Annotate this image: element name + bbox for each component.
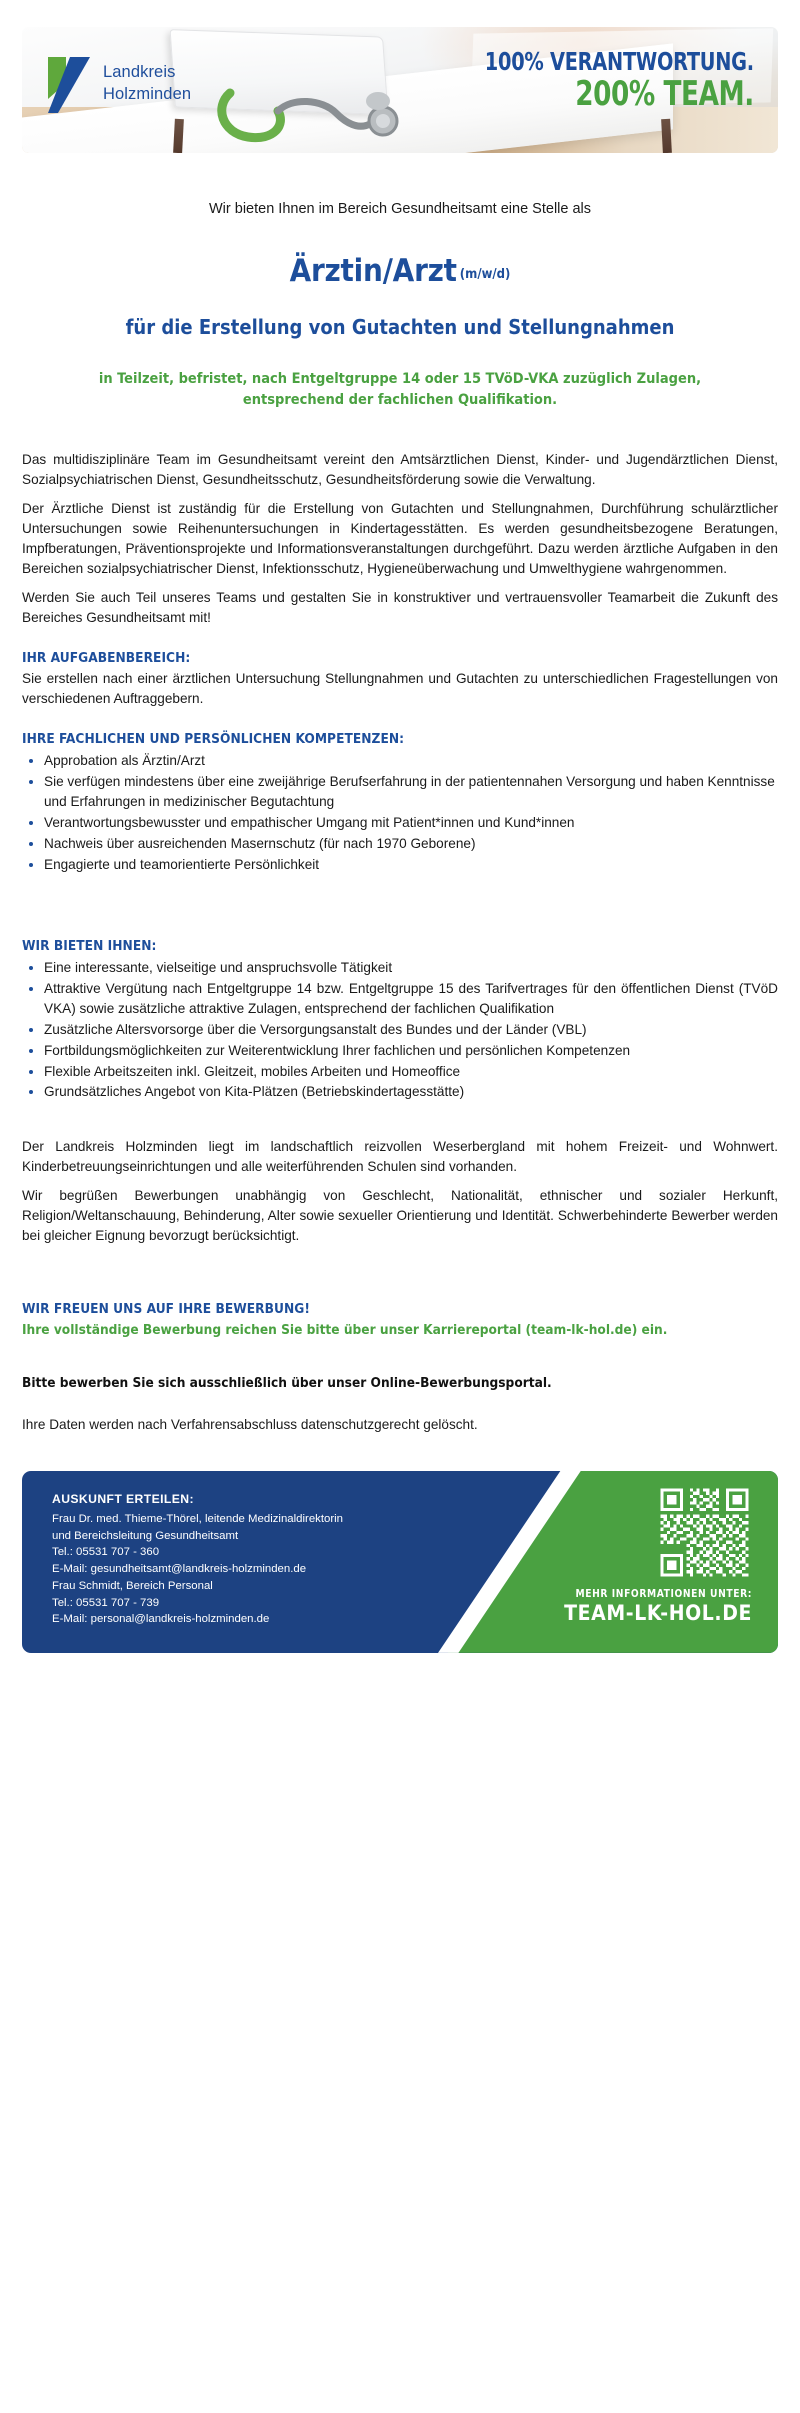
list-item: Eine interessante, vielseitige und anspruchsvolle Tätigkeit — [22, 958, 778, 978]
job-terms-line-1: in Teilzeit, befristet, nach Entgeltgruppe 14 oder 15 TVöD-VKA zuzüglich Zulagen, — [98, 371, 702, 387]
hero-desk-leg-right — [661, 119, 672, 153]
contact-phone-1: Tel.: 05531 707 - 360 — [52, 1546, 160, 1559]
page-title — [22, 253, 778, 289]
landkreis-logo-text — [103, 62, 191, 106]
landkreis-logo — [46, 53, 191, 115]
job-terms-line-2: entsprechend der fachlichen Qualifikation. — [242, 391, 558, 408]
spacer-before-benefits — [22, 876, 778, 920]
tasks-heading: IHR AUFGABENBEREICH: — [22, 649, 191, 666]
hero-banner-container — [0, 0, 800, 153]
hero-desk-leg-left — [173, 119, 184, 153]
tasks-text: Sie erstellen nach einer ärztlichen Untersuchung Stellungnahmen und Gutachten zu unterschiedlichen Fragestellungen von verschiedenen Auftraggebern. — [22, 670, 778, 706]
portal-note: Bitte bewerben Sie sich ausschließlich über unser Online-Bewerbungsportal. — [22, 1374, 552, 1391]
spacer-before-cta — [22, 1255, 778, 1279]
list-item: Engagierte und teamorientierte Persönlichkeit — [22, 855, 778, 875]
benefits-heading: WIR BIETEN IHNEN: — [22, 937, 157, 954]
intro-paragraph-2: Der Ärztliche Dienst ist zuständig für die Erstellung von Gutachten und Stellungnahmen, Durchführung schulärztlicher Untersuchungen sowie Reihenuntersuchungen in Kindertagesstätten. Es werden gesundheitsbezogene Beratungen, Impfberatungen, Präventionsprojekte und Informationsveranstaltungen durchgeführt. Dazu werden ärztliche Aufgaben in den Bereichen sozialpsychiatrischer Dienst, Infektionsschutz, Hygieneüberwachung und Umwelthygiene wahrgenommen. — [22, 501, 778, 576]
list-item: Grundsätzliches Angebot von Kita-Plätzen (Betriebskindertagesstätte) — [22, 1082, 778, 1102]
stethoscope-icon — [212, 85, 472, 153]
list-item: Flexible Arbeitszeiten inkl. Gleitzeit, mobiles Arbeiten und Homeoffice — [22, 1062, 778, 1082]
more-info-label: MEHR INFORMATIONEN UNTER: — [575, 1588, 752, 1600]
qr-code-icon[interactable] — [657, 1485, 752, 1580]
footer-container — [0, 1471, 800, 1675]
competencies-list — [22, 751, 778, 875]
hero-banner — [22, 27, 778, 153]
hero-claim-line-1: 100% VERANTWORTUNG. — [484, 47, 754, 76]
contact-phone-2: Tel.: 05531 707 - 739 — [52, 1596, 160, 1609]
contact-line: und Bereichsleitung Gesundheitsamt — [52, 1529, 239, 1542]
team-url[interactable]: TEAM-LK-HOL.DE — [564, 1600, 752, 1625]
contact-line: Frau Dr. med. Thieme-Thörel, leitende Medizinaldirektorin — [52, 1512, 344, 1525]
contact-heading: AUSKUNFT ERTEILEN: — [52, 1491, 194, 1506]
benefits-list — [22, 958, 778, 1103]
data-protection-note: Ihre Daten werden nach Verfahrensabschluss datenschutzgerecht gelöscht. — [22, 1416, 478, 1432]
list-item: Approbation als Ärztin/Arzt — [22, 751, 778, 771]
competencies-heading: IHRE FACHLICHEN UND PERSÖNLICHEN KOMPETENZEN: — [22, 730, 405, 747]
hero-claim — [441, 47, 754, 114]
spacer-before-portal-note — [22, 1341, 778, 1375]
contact-block — [52, 1491, 343, 1628]
list-item: Sie verfügen mindestens über eine zweijährige Berufserfahrung in der patientennahen Versorgung und haben Kenntnisse und Erfahrungen in medizinischer Begutachtung — [22, 772, 778, 812]
job-title-text: Ärztin/Arzt — [289, 253, 457, 289]
spacer-before-data-note — [22, 1391, 778, 1415]
intro-paragraph-1: Das multidisziplinäre Team im Gesundheitsamt vereint den Amtsärztlichen Dienst, Kinder- und Jugendärztlichen Dienst, Sozialpsychiatrischen Dienst, Gesundheitsschutz, Gesundheitsförderung sowie die Verwaltung. — [22, 452, 778, 488]
contact-email-2[interactable]: E-Mail: personal@landkreis-holzminden.de — [52, 1613, 270, 1626]
cta-heading: WIR FREUEN UNS AUF IHRE BEWERBUNG! — [22, 1301, 310, 1318]
logo-line-1: Landkreis — [103, 63, 176, 82]
intro-paragraph-3: Werden Sie auch Teil unseres Teams und gestalten Sie in konstruktiver und vertrauensvoller Teamarbeit die Zukunft des Bereiches Gesundheitsamt mit! — [22, 589, 778, 625]
logo-line-2: Holzminden — [103, 85, 192, 103]
contact-line: Frau Schmidt, Bereich Personal — [52, 1579, 213, 1592]
list-item: Nachweis über ausreichenden Masernschutz (für nach 1970 Geborene) — [22, 834, 778, 854]
intro-line: Wir bieten Ihnen im Bereich Gesundheitsamt eine Stelle als — [208, 201, 592, 217]
main-content — [0, 201, 800, 1435]
list-item: Verantwortungsbewusster und empathischer Umgang mit Patient*innen und Kund*innen — [22, 813, 778, 833]
list-item: Attraktive Vergütung nach Entgeltgruppe 14 bzw. Entgeltgruppe 15 des Tarifvertrages für den öffentlichen Dienst (TVöD VKA) sowie zusätzliche attraktive Zulagen, entsprechend der fachlichen Qualifikation — [22, 979, 778, 1019]
list-item: Fortbildungsmöglichkeiten zur Weiterentwicklung Ihrer fachlichen und persönlichen Kompetenzen — [22, 1041, 778, 1061]
cta-portal-text: Ihre vollständige Bewerbung reichen Sie bitte über unser Karriereportal (team-lk-hol.de) ein. — [22, 1322, 668, 1339]
hero-claim-line-2: 200% TEAM. — [575, 73, 754, 114]
job-subtitle: für die Erstellung von Gutachten und Stellungnahmen — [125, 315, 675, 339]
footer-banner — [22, 1471, 778, 1653]
job-terms — [64, 369, 737, 410]
contact-email-1[interactable]: E-Mail: gesundheitsamt@landkreis-holzminden.de — [52, 1563, 307, 1576]
landkreis-logo-mark-icon — [46, 53, 92, 115]
job-title-gender-suffix: (m/w/d) — [459, 267, 511, 282]
closing-diversity-paragraph: Wir begrüßen Bewerbungen unabhängig von Geschlecht, Nationalität, ethnischer und sozialer Herkunft, Religion/Weltanschauung, Behinderung, Alter sowie sexueller Orientierung und Identität. Schwerbehinderte Bewerber werden bei gleicher Eignung bevorzugt berücksichtigt. — [22, 1188, 778, 1244]
qr-block — [552, 1485, 752, 1625]
closing-region-paragraph: Der Landkreis Holzminden liegt im landschaftlich reizvollen Weserbergland mit hohem Freizeit- und Wohnwert. Kinderbetreuungseinrichtungen und alle weiterführenden Schulen sind vorhanden. — [22, 1139, 778, 1175]
spacer-before-closing — [22, 1103, 778, 1137]
list-item: Zusätzliche Altersvorsorge über die Versorgungsanstalt des Bundes und der Länder (VBL) — [22, 1020, 778, 1040]
